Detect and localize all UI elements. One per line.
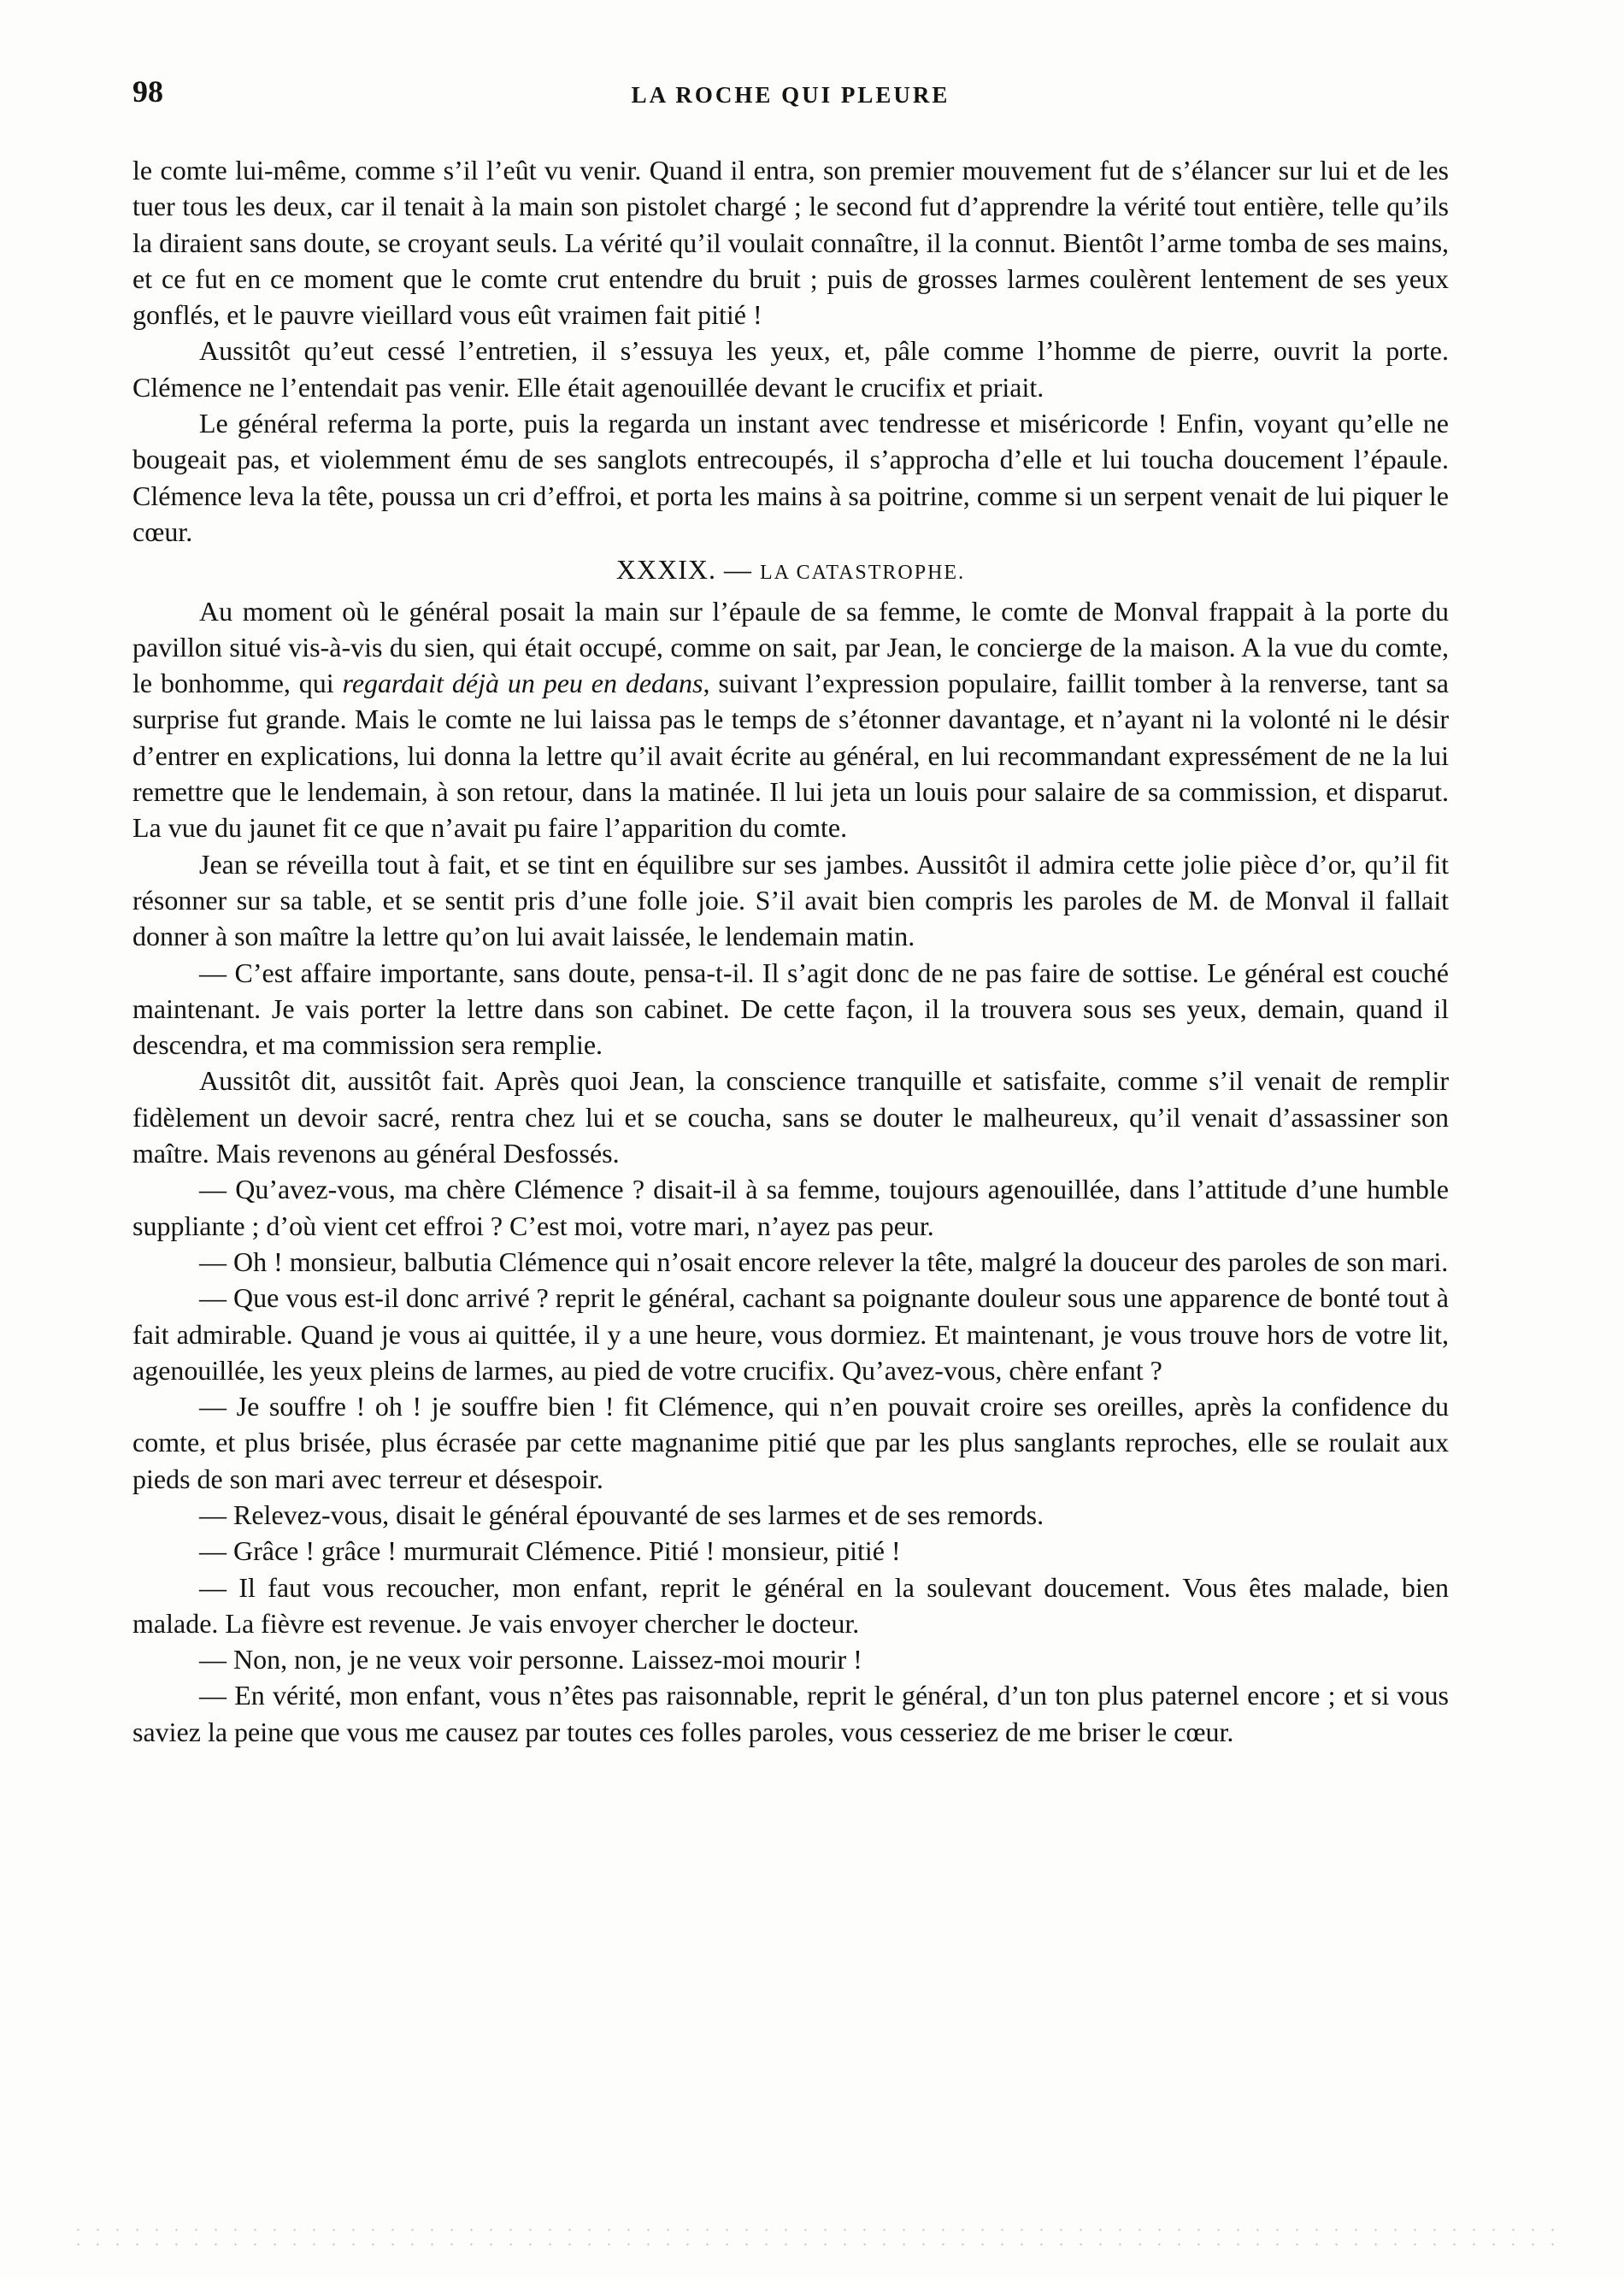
- paragraph: — Non, non, je ne veux voir personne. Laissez-moi mourir !: [199, 1644, 862, 1675]
- scan-noise: [68, 2223, 1556, 2257]
- chapter-title: LA CATASTROPHE.: [759, 562, 966, 585]
- chapter-number: XXXIX.: [615, 554, 716, 586]
- paragraph: — Qu’avez-vous, ma chère Clémence ? disait-il à sa femme, toujours agenouillée, dans l’attitude d’une humble suppliante ; d’où vient cet effroi ? C’est moi, votre mari, n’ayez pas peur.: [132, 1174, 1449, 1241]
- italic-phrase: regardait déjà un peu en dedans: [342, 668, 703, 699]
- paragraph: le comte lui-même, comme s’il l’eût vu venir. Quand il entra, son premier mouvement fut de s’élancer sur lui et de les tuer tous les deux, car il tenait à la main son pistolet chargé ; le second fut d’apprendre la vérité tout entière, telle qu’ils la diraient sans doute, se croyant seuls. La vérité qu’il voulait connaître, il la connut. Bientôt l’arme tomba de ses mains, et ce fut en ce moment que le comte crut entendre du bruit ; puis de grosses larmes coulèrent lentement de ses yeux gonflés, et le pauvre vieillard vous eût vraimen fait pitié !: [132, 155, 1450, 331]
- running-head: [132, 74, 1449, 116]
- paragraph-text: Au moment où le général posait la main sur l’épaule de sa femme, le comte de Monval frappait à la porte du pavillon situé vis-à-vis du sien, qui était occupé, comme on sait, par Jean, le concierge de la maison. A la vue du comte, le bonhomme, qui: [132, 595, 1449, 699]
- chapter-dash: —: [723, 554, 752, 586]
- paragraph: — Relevez-vous, disait le général épouvanté de ses larmes et de ses remords.: [199, 1499, 1044, 1530]
- paragraph: — Il faut vous recoucher, mon enfant, reprit le général en la soulevant doucement. Vous êtes malade, bien malade. La fièvre est revenue. Je vais envoyer chercher le docteur.: [132, 1571, 1449, 1639]
- paragraph: — Je souffre ! oh ! je souffre bien ! fit Clémence, qui n’en pouvait croire ses oreilles, après la confidence du comte, et plus brisée, plus écrasée par cette magnanime pitié que par les plus sanglants reproches, elle se roulait aux pieds de son mari avec terreur et désespoir.: [132, 1391, 1449, 1494]
- running-title: LA ROCHE QUI PLEURE: [631, 82, 950, 108]
- chapter-heading: [132, 551, 1449, 591]
- paragraph: [132, 593, 1449, 846]
- paragraph-text: , suivant l’expression populaire, faillit tomber à la renverse, tant sa surprise fut grande. Mais le comte ne lui laissa pas le temps de s’étonner davantage, et n’ayant ni la volonté ni le désir d’entrer en explications, lui donna la lettre qu’il avait écrite au général, en lui recommandant expressément de ne la lui remettre que le lendemain, à son retour, dans la matinée. Il lui jeta un louis pour salaire de sa commission, et disparut. La vue du jaunet fit ce que n’avait pu faire l’apparition du comte.: [132, 668, 1450, 844]
- main-text: [132, 152, 1449, 1750]
- paragraph: — C’est affaire importante, sans doute, pensa-t-il. Il s’agit donc de ne pas faire de sottise. Le général est couché maintenant. Je vais porter la lettre dans son cabinet. De cette façon, il la trouvera sous ses yeux, demain, quand il descendra, et ma commission sera remplie.: [132, 957, 1449, 1061]
- page-number: 98: [132, 74, 163, 109]
- paragraph: Aussitôt qu’eut cessé l’entretien, il s’essuya les yeux, et, pâle comme l’homme de pierre, ouvrit la porte. Clémence ne l’entendait pas venir. Elle était agenouillée devant le crucifix et priait.: [132, 335, 1449, 403]
- paragraph: Aussitôt dit, aussitôt fait. Après quoi Jean, la conscience tranquille et satisfaite, comme s’il venait de remplir fidèlement un devoir sacré, rentra chez lui et se coucha, sans se douter le malheureux, qu’il venait d’assassiner son maître. Mais revenons au général Desfossés.: [132, 1065, 1449, 1169]
- paragraph: — Que vous est-il donc arrivé ? reprit le général, cachant sa poignante douleur sous une apparence de bonté tout à fait admirable. Quand je vous ai quittée, il y a une heure, vous dormiez. Et maintenant, je vous trouve hors de votre lit, agenouillée, les yeux pleins de larmes, au pied de votre crucifix. Qu’avez-vous, chère enfant ?: [132, 1282, 1449, 1386]
- paragraph: — Oh ! monsieur, balbutia Clémence qui n’osait encore relever la tête, malgré la douceur des paroles de son mari.: [199, 1246, 1449, 1277]
- paragraph: Jean se réveilla tout à fait, et se tint en équilibre sur ses jambes. Aussitôt il admira cette jolie pièce d’or, qu’il fit résonner sur sa table, et se sentit pris d’une folle joie. S’il avait bien compris les paroles de M. de Monval il fallait donner à son maître la lettre qu’on lui avait laissée, le lendemain matin.: [132, 848, 1449, 952]
- paragraph: — Grâce ! grâce ! murmurait Clémence. Pitié ! monsieur, pitié !: [199, 1535, 901, 1567]
- paragraph: Le général referma la porte, puis la regarda un instant avec tendresse et miséricorde ! Enfin, voyant qu’elle ne bougeait pas, et violemment ému de ses sanglots entrecoupés, il s’approcha d’elle et lui toucha doucement l’épaule. Clémence leva la tête, poussa un cri d’effroi, et porta les mains à sa poitrine, comme si un serpent venait de lui piquer le cœur.: [132, 408, 1449, 547]
- paragraph: — En vérité, mon enfant, vous n’êtes pas raisonnable, reprit le général, d’un ton plus paternel encore ; et si vous saviez la peine que vous me causez par toutes ces folles paroles, vous cesseriez de me briser le cœur.: [132, 1680, 1449, 1747]
